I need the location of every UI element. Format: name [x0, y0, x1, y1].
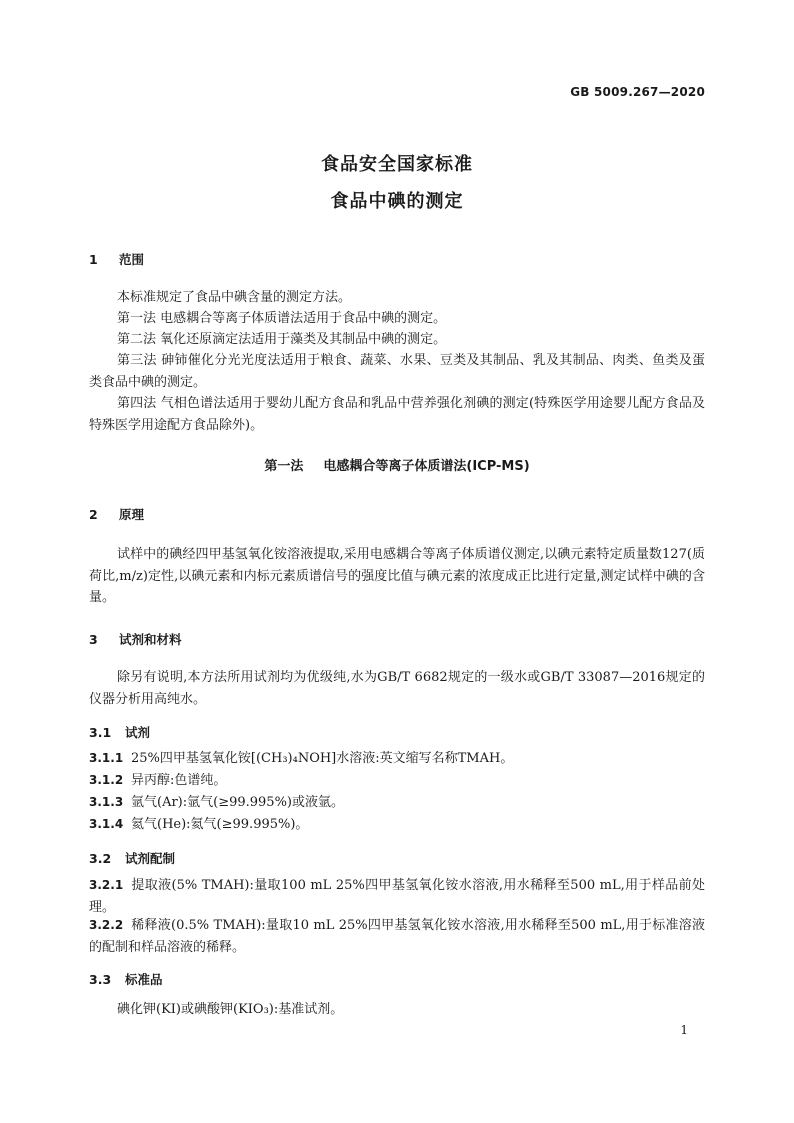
- section-title: 试剂: [125, 725, 151, 740]
- method-label: 第一法: [264, 459, 304, 474]
- standard-substance-paragraph: 碘化钾(KI)或碘酸钾(KIO₃):基准试剂。: [117, 1002, 344, 1017]
- section-number: 3: [89, 632, 98, 647]
- section-title: 原理: [119, 507, 145, 522]
- section-title: 标准品: [125, 972, 163, 987]
- document-title: 食品安全国家标准: [321, 154, 473, 175]
- scope-paragraph-4: 第三法 砷铈催化分光光度法适用于粮食、蔬菜、水果、豆类及其制品、乳及其制品、肉类、鱼类及蛋类食品中碘的测定。: [89, 353, 705, 390]
- section-number: 3.3: [89, 972, 112, 987]
- section-3-2-heading: [89, 849, 175, 867]
- scope-paragraph-2: 第一法 电感耦合等离子体质谱法适用于食品中碘的测定。: [117, 311, 447, 326]
- item-text: 氩气(Ar):氩气(≥99.995%)或液氩。: [131, 795, 345, 810]
- scope-paragraph-1: 本标准规定了食品中碘含量的测定方法。: [117, 290, 352, 305]
- item-number: 3.1.3: [89, 795, 124, 809]
- reagent-prep-item: [89, 875, 705, 918]
- reagent-item: [89, 814, 705, 836]
- page-number: 1: [680, 1023, 688, 1037]
- section-3-3-heading: [89, 970, 163, 988]
- section-number: 3.1: [89, 725, 112, 740]
- item-number: 3.1.1: [89, 751, 124, 765]
- item-number: 3.1.4: [89, 817, 124, 831]
- section-number: 3.2: [89, 851, 112, 866]
- method-1-title: [0, 455, 794, 474]
- item-number: 3.2.1: [89, 878, 124, 892]
- item-text: 氦气(He):氦气(≥99.995%)。: [131, 817, 309, 832]
- item-number: 3.2.2: [89, 918, 124, 932]
- reagent-item: [89, 770, 705, 792]
- section-2-heading: [89, 505, 144, 523]
- section-3-heading: [89, 630, 182, 648]
- standard-code: GB 5009.267—2020: [570, 85, 705, 99]
- section-title: 试剂和材料: [119, 632, 182, 647]
- item-number: 3.1.2: [89, 773, 124, 787]
- reagent-item: [89, 792, 705, 814]
- reagent-item: [89, 748, 705, 770]
- reagent-prep-item: [89, 915, 705, 958]
- document-subtitle: 食品中碘的测定: [330, 191, 464, 212]
- reagents-intro-paragraph: 除另有说明,本方法所用试剂均为优级纯,水为GB/T 6682规定的一级水或GB/T 33087—2016规定的仪器分析用高纯水。: [89, 670, 705, 707]
- method-name: 电感耦合等离子体质谱法(ICP-MS): [323, 459, 530, 474]
- section-3-1-heading: [89, 723, 150, 741]
- item-text: 提取液(5% TMAH):量取100 mL 25%四甲基氢氧化铵水溶液,用水稀释至500 mL,用于样品前处理。: [89, 878, 705, 915]
- item-text: 稀释液(0.5% TMAH):量取10 mL 25%四甲基氢氧化铵水溶液,用水稀释至500 mL,用于标准溶液的配制和样品溶液的稀释。: [89, 918, 705, 955]
- scope-paragraph-3: 第二法 氧化还原滴定法适用于藻类及其制品中碘的测定。: [117, 332, 447, 347]
- section-title: 范围: [119, 252, 145, 267]
- section-title: 试剂配制: [125, 851, 176, 866]
- principle-paragraph: 试样中的碘经四甲基氢氧化铵溶液提取,采用电感耦合等离子体质谱仪测定,以碘元素特定质量数127(质荷比,m/z)定性,以碘元素和内标元素质谱信号的强度比值与碘元素的浓度成正比进行定量,测定试样中碘的含量。: [89, 547, 705, 605]
- scope-paragraph-5: 第四法 气相色谱法适用于婴幼儿配方食品和乳品中营养强化剂碘的测定(特殊医学用途婴儿配方食品及特殊医学用途配方食品除外)。: [89, 396, 705, 433]
- section-number: 2: [89, 507, 98, 522]
- item-text: 25%四甲基氢氧化铵[(CH₃)₄NOH]水溶液:英文缩写名称TMAH。: [131, 751, 514, 766]
- section-1-heading: [89, 250, 144, 268]
- item-text: 异丙醇:色谱纯。: [131, 773, 227, 788]
- section-number: 1: [89, 252, 98, 267]
